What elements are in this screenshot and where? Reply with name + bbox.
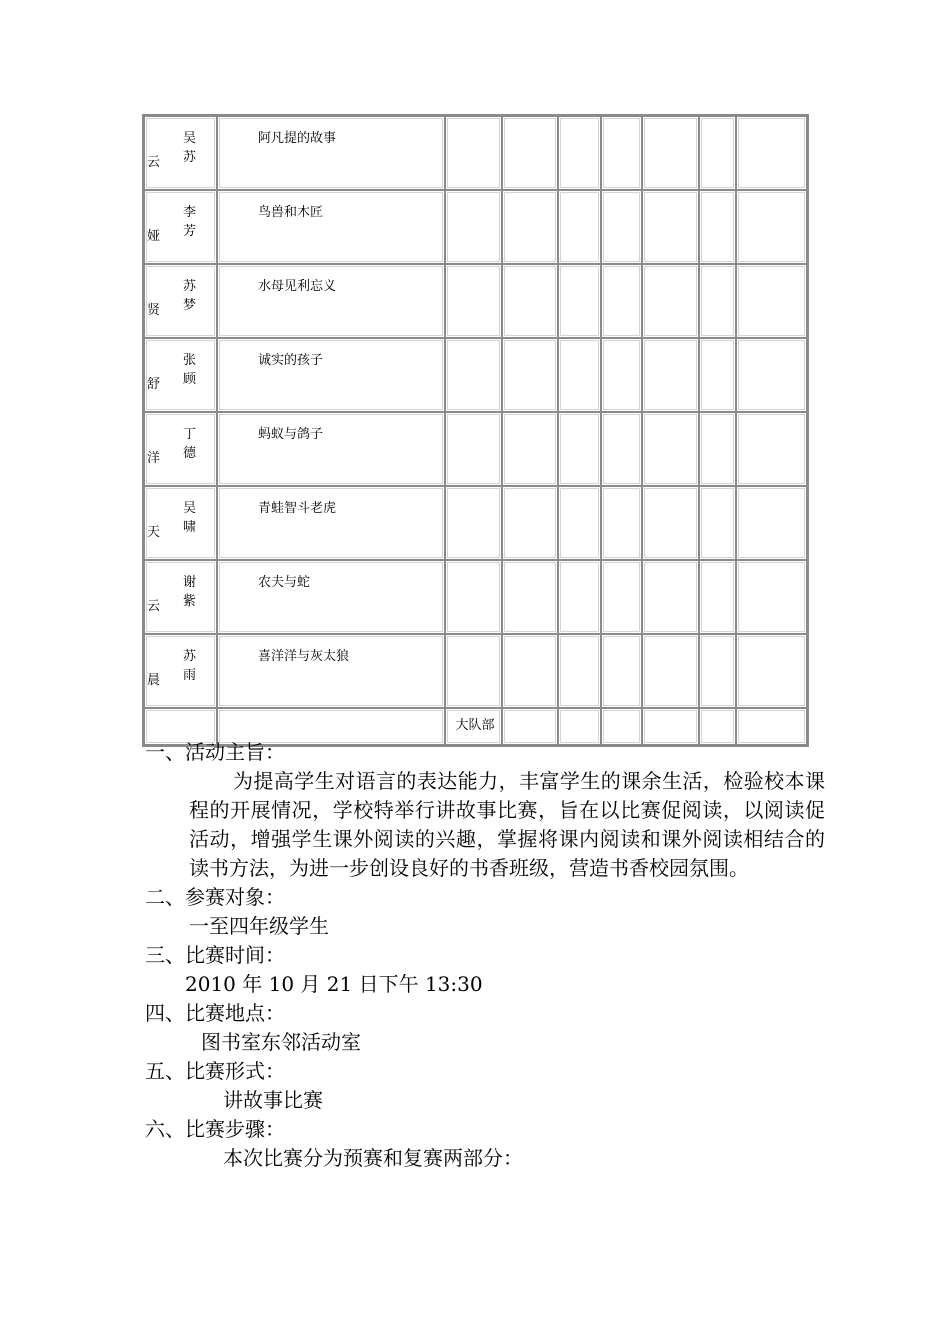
score-cell [736,412,807,486]
score-cell [502,634,558,708]
score-cell [445,634,502,708]
score-cell [558,412,601,486]
score-cell [601,264,642,338]
story-cell: 鸟兽和木匠 [217,190,445,264]
score-cell [699,116,736,190]
time-text: 2010 年 10 月 21 日下午 13:30 [185,972,483,996]
contestant-table [142,114,809,747]
score-cell [502,338,558,412]
table-row [144,634,807,708]
name-cell [144,264,217,338]
table-row [144,560,807,634]
score-cell [736,338,807,412]
score-cell [601,634,642,708]
score-cell [502,116,558,190]
name-first: 张顾 [183,353,205,387]
score-cell [642,412,699,486]
score-cell [642,190,699,264]
score-cell [502,190,558,264]
score-cell [558,338,601,412]
score-cell [502,560,558,634]
activity-plan [145,738,825,1173]
name-first: 丁德 [183,427,205,461]
score-cell [601,560,642,634]
score-cell [445,116,502,190]
score-cell [642,560,699,634]
name-first: 苏雨 [183,649,205,683]
score-cell [642,116,699,190]
score-cell [445,486,502,560]
story-cell: 诚实的孩子 [217,338,445,412]
table-row [144,412,807,486]
name-cell [144,412,217,486]
score-cell [736,634,807,708]
name-first: 苏梦 [183,279,205,313]
score-cell [699,412,736,486]
purpose-heading: 一、活动主旨： [145,740,285,764]
table-row [144,190,807,264]
place-text: 图书室东邻活动室 [201,1030,361,1054]
purpose-text: 为提高学生对语言的表达能力，丰富学生的课余生活，检验校本课程的开展情况，学校特举行讲故事比赛，旨在以比赛促阅读，以阅读促活动，增强学生课外阅读的兴趣，掌握将课内阅读和课外阅读相结合的读书方法，为进一步创设良好的书香班级，营造书香校园氛围。 [189,769,825,880]
name-cell [144,116,217,190]
name-first: 谢紫 [183,575,205,609]
target-heading: 二、参赛对象： [145,885,285,909]
table-row [144,338,807,412]
score-cell [736,486,807,560]
name-last: 晨 [147,673,161,688]
score-cell [502,264,558,338]
story-cell: 水母见利忘义 [217,264,445,338]
score-cell [642,634,699,708]
score-cell [699,486,736,560]
name-last: 天 [147,525,161,540]
score-cell [445,338,502,412]
story-cell: 喜洋洋与灰太狼 [217,634,445,708]
story-cell: 阿凡提的故事 [217,116,445,190]
score-cell [558,116,601,190]
score-cell [445,412,502,486]
name-last: 娅 [147,229,161,244]
score-cell [699,338,736,412]
score-cell [445,560,502,634]
score-cell [699,634,736,708]
score-cell [642,486,699,560]
target-text: 一至四年级学生 [189,914,329,938]
name-last: 洋 [147,451,161,466]
score-cell [502,412,558,486]
name-first: 吴苏 [183,131,205,165]
score-cell [736,560,807,634]
name-last: 舒 [147,377,161,392]
story-cell: 蚂蚁与鸽子 [217,412,445,486]
score-cell [601,412,642,486]
name-cell [144,560,217,634]
name-cell [144,338,217,412]
score-cell [699,264,736,338]
score-cell [601,116,642,190]
score-cell [558,264,601,338]
story-cell: 青蛙智斗老虎 [217,486,445,560]
score-cell [558,486,601,560]
score-cell [601,486,642,560]
form-text: 讲故事比赛 [223,1088,323,1112]
score-cell [558,190,601,264]
steps-text: 本次比赛分为预赛和复赛两部分： [223,1146,523,1170]
score-cell [642,338,699,412]
steps-heading: 六、比赛步骤： [145,1117,285,1141]
score-cell [642,264,699,338]
name-last: 贤 [147,303,161,318]
name-last: 云 [147,599,161,614]
name-first: 吴啸 [183,501,205,535]
score-cell [445,264,502,338]
score-cell [502,486,558,560]
table-row [144,264,807,338]
score-cell [736,116,807,190]
score-cell [699,560,736,634]
score-cell [558,560,601,634]
name-first: 李芳 [183,205,205,239]
unit-label: 大队部 [455,718,495,733]
score-cell [736,190,807,264]
name-last: 云 [147,155,161,170]
form-heading: 五、比赛形式： [145,1059,285,1083]
time-heading: 三、比赛时间： [145,943,285,967]
table-row [144,486,807,560]
name-cell [144,190,217,264]
score-cell [736,264,807,338]
place-heading: 四、比赛地点： [145,1001,285,1025]
name-cell [144,634,217,708]
score-cell [699,190,736,264]
score-cell [601,190,642,264]
score-cell [558,634,601,708]
story-cell: 农夫与蛇 [217,560,445,634]
score-cell [601,338,642,412]
name-cell [144,486,217,560]
score-cell [445,190,502,264]
table-row [144,116,807,190]
